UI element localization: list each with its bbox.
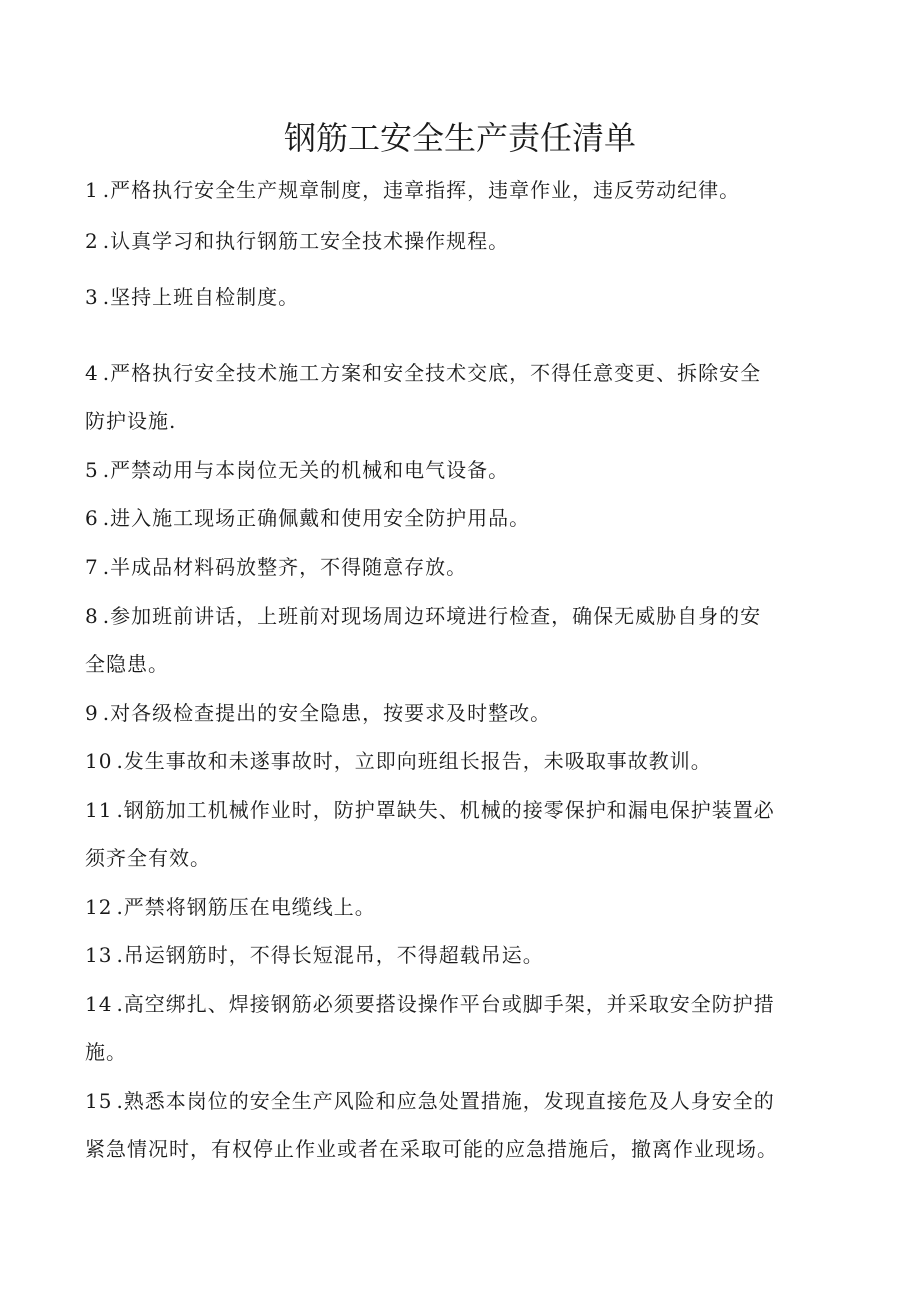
item-number: 1 bbox=[85, 178, 99, 202]
item-text: .认真学习和执行钢筋工安全技术操作规程。 bbox=[102, 229, 510, 253]
item-text-continued: 紧急情况时，有权停止作业或者在采取可能的应急措施后，撤离作业现场。 bbox=[85, 1137, 778, 1161]
list-item-10 bbox=[85, 737, 845, 785]
list-item-9 bbox=[85, 689, 845, 737]
item-text: .高空绑扎、焊接钢筋必须要搭设操作平台或脚手架，并采取安全防护措 bbox=[116, 992, 775, 1016]
item-text: .半成品材料码放整齐，不得随意存放。 bbox=[102, 555, 468, 579]
item-number: 3 bbox=[85, 285, 99, 309]
item-text: .严禁将钢筋压在电缆线上。 bbox=[116, 895, 376, 919]
item-number: 15 bbox=[85, 1089, 113, 1113]
item-text: .钢筋加工机械作业时，防护罩缺失、机械的接零保护和漏电保护装置必 bbox=[116, 798, 775, 822]
item-number: 8 bbox=[85, 604, 99, 628]
list-item-8 bbox=[85, 592, 845, 688]
list-item-5 bbox=[85, 446, 845, 494]
item-text: .参加班前讲话，上班前对现场周边环境进行检查，确保无威胁自身的安 bbox=[102, 604, 762, 628]
list-item-13 bbox=[85, 931, 845, 979]
list-item-2 bbox=[85, 217, 845, 265]
item-text-continued: 施。 bbox=[85, 1040, 127, 1064]
item-text-continued: 防护设施. bbox=[85, 409, 177, 433]
item-text-continued: 须齐全有效。 bbox=[85, 846, 211, 870]
item-number: 10 bbox=[85, 749, 113, 773]
item-number: 13 bbox=[85, 943, 113, 967]
item-text: .严格执行安全生产规章制度，违章指挥，违章作业，违反劳动纪律。 bbox=[102, 178, 741, 202]
list-item-4 bbox=[85, 349, 845, 445]
item-number: 11 bbox=[85, 798, 113, 822]
list-item-15 bbox=[85, 1077, 845, 1173]
item-number: 12 bbox=[85, 895, 113, 919]
item-text: .严禁动用与本岗位无关的机械和电气设备。 bbox=[102, 458, 510, 482]
item-number: 9 bbox=[85, 701, 99, 725]
item-number: 6 bbox=[85, 506, 99, 530]
list-item-7 bbox=[85, 543, 845, 591]
item-text: .发生事故和未遂事故时，立即向班组长报告，未吸取事故教训。 bbox=[116, 749, 712, 773]
list-item-14 bbox=[85, 980, 845, 1076]
item-text: .坚持上班自检制度。 bbox=[102, 285, 300, 309]
item-number: 5 bbox=[85, 458, 99, 482]
list-item-6 bbox=[85, 494, 845, 542]
item-text: .严格执行安全技术施工方案和安全技术交底，不得任意变更、拆除安全 bbox=[102, 361, 762, 385]
document-title: 钢筋工安全生产责任清单 bbox=[283, 119, 636, 157]
item-text: .进入施工现场正确佩戴和使用安全防护用品。 bbox=[102, 506, 531, 530]
item-text: .对各级检查提出的安全隐患，按要求及时整改。 bbox=[102, 701, 552, 725]
item-number: 7 bbox=[85, 555, 99, 579]
item-text: .熟悉本岗位的安全生产风险和应急处置措施，发现直接危及人身安全的 bbox=[116, 1089, 775, 1113]
list-item-3 bbox=[85, 273, 845, 321]
item-number: 4 bbox=[85, 361, 99, 385]
item-text-continued: 全隐患。 bbox=[85, 652, 169, 676]
item-text: .吊运钢筋时，不得长短混吊，不得超载吊运。 bbox=[116, 943, 544, 967]
list-item-1 bbox=[85, 166, 845, 214]
item-number: 14 bbox=[85, 992, 113, 1016]
list-item-11 bbox=[85, 786, 845, 882]
list-item-12 bbox=[85, 883, 845, 931]
item-number: 2 bbox=[85, 229, 99, 253]
